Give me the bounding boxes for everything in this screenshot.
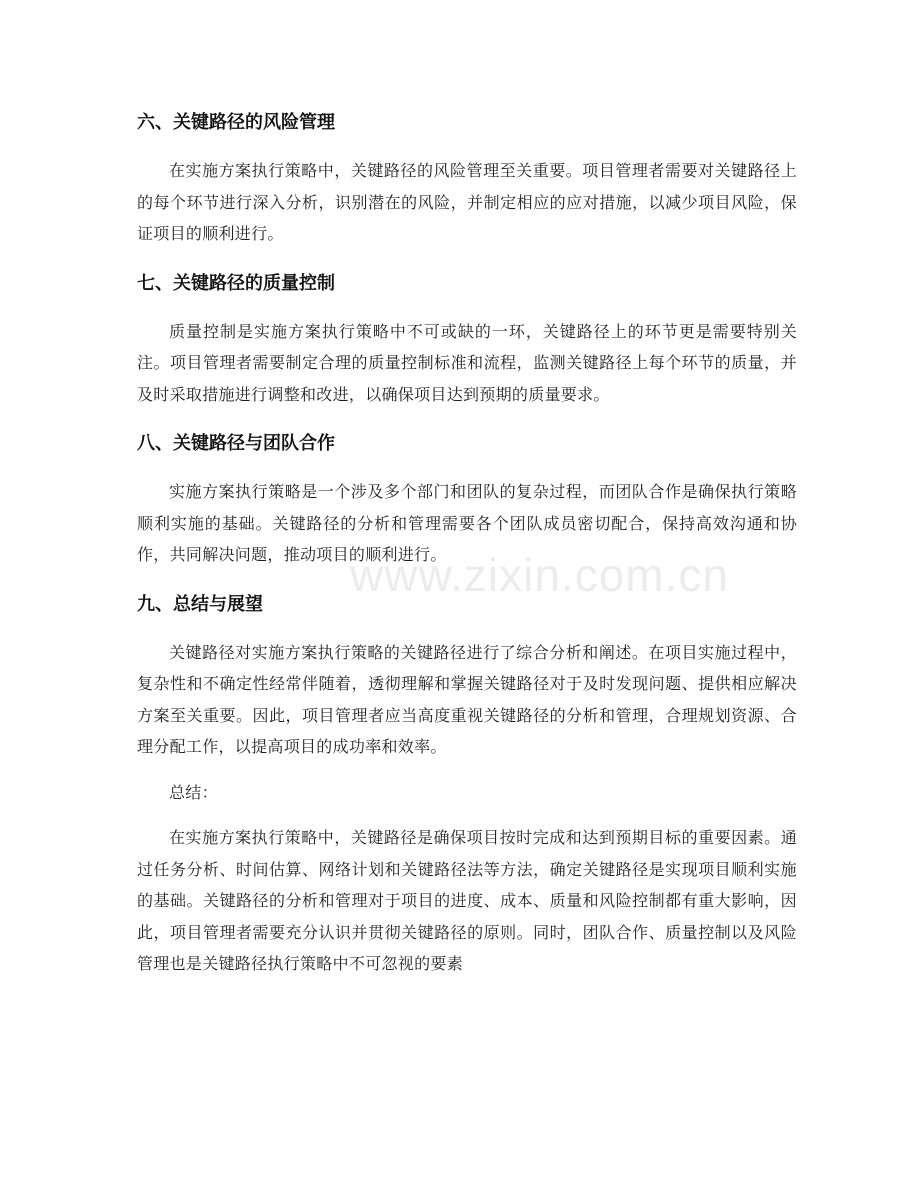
section-paragraph: 在实施方案执行策略中，关键路径是确保项目按时完成和达到预期目标的重要因素。通过任务分析、时间估算、网络计划和关键路径法等方法，确定关键路径是实现项目顺利实施的基础。关键路径的分析和管理对于项目的进度、成本、质量和风险控制都有重大影响，因此，项目管理者需要充分认识并贯彻关键路径的原则。同时，团队合作、质量控制以及风险管理也是关键路径执行策略中不可忽视的要素 <box>137 828 797 973</box>
section-heading: 九、总结与展望 <box>137 593 263 615</box>
section-heading: 六、关键路径的风险管理 <box>137 112 335 133</box>
section-paragraph: 实施方案执行策略是一个涉及多个部门和团队的复杂过程，而团队合作是确保执行策略顺利实施的基础。关键路径的分析和管理需要各个团队成员密切配合，保持高效沟通和协作，共同解决问题，推动项目的顺利进行。 <box>137 482 797 564</box>
summary-label: 总结： <box>169 782 218 802</box>
section-paragraph: 关键路径对实施方案执行策略的关键路径进行了综合分析和阐述。在项目实施过程中，复杂性和不确定性经常伴随着，透彻理解和掌握关键路径对于及时发现问题、提供相应解决方案至关重要。因此，项目管理者应当高度重视关键路径的分析和管理，合理规划资源、合理分配工作，以提高项目的成功率和效率。 <box>137 642 797 756</box>
section-heading: 八、关键路径与团队合作 <box>137 433 335 454</box>
section-summary-outlook <box>137 585 797 980</box>
section-quality-control <box>137 264 797 411</box>
section-team-cooperation <box>137 424 797 571</box>
watermark: www.zixin.com.cn <box>350 549 729 601</box>
section-heading: 七、关键路径的质量控制 <box>137 272 335 294</box>
section-risk-management <box>137 103 797 250</box>
section-paragraph: 在实施方案执行策略中，关键路径的风险管理至关重要。项目管理者需要对关键路径上的每个环节进行深入分析，识别潜在的风险，并制定相应的应对措施，以减少项目风险，保证项目的顺利进行。 <box>137 161 797 243</box>
section-paragraph: 质量控制是实施方案执行策略中不可或缺的一环，关键路径上的环节更是需要特别关注。项目管理者需要制定合理的质量控制标准和流程，监测关键路径上每个环节的质量，并及时采取措施进行调整和改进，以确保项目达到预期的质量要求。 <box>137 321 797 404</box>
document-body <box>137 103 797 994</box>
